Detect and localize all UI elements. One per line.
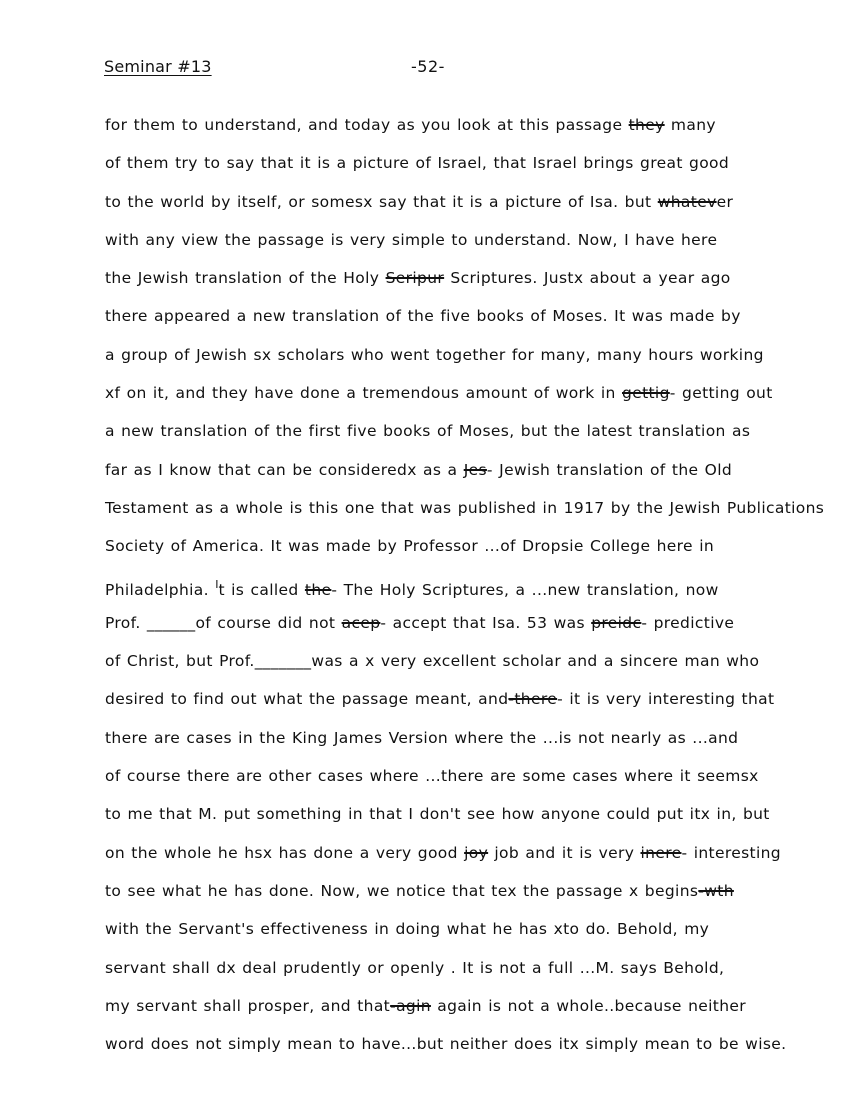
struck-text: -wth (698, 881, 734, 900)
text-line (105, 765, 845, 803)
text-line (105, 918, 845, 956)
superscript-text: I (215, 577, 219, 591)
text-line (105, 688, 845, 726)
line-text: the Jewish translation of the Holy (105, 269, 386, 288)
page-number: -52- (411, 57, 445, 76)
line-text: to see what he has done. Now, we notice that tex the passage x begins (105, 881, 699, 900)
text-line (105, 497, 845, 535)
text-line (105, 842, 845, 880)
line-text: of them try to say that it is a picture of Israel, that Israel brings great good (105, 154, 730, 173)
line-text: there are cases in the King James Version where the ...is not nearly as ...and (105, 728, 739, 747)
line-text: - it is very interesting that (557, 690, 775, 709)
text-line (105, 152, 845, 190)
struck-text: -agin (390, 996, 431, 1015)
line-text: Scriptures. Justx about a year ago (444, 269, 731, 288)
line-text: job and it is very (488, 843, 641, 862)
transcript-body (105, 114, 845, 1071)
line-text: Society of America. It was made by Professor ...of Dropsie College here in (105, 537, 715, 556)
line-text: xf on it, and they have done a tremendous amount of work in (105, 384, 622, 403)
text-line (105, 535, 845, 573)
line-text: with any view the passage is very simple to understand. Now, I have here (105, 230, 718, 249)
line-text: desired to find out what the passage meant, and (105, 690, 509, 709)
text-line (105, 459, 845, 497)
line-text: - predictive (641, 613, 735, 632)
line-text: to me that M. put something in that I don't see how anyone could put itx in, but (105, 805, 770, 824)
line-text: there appeared a new translation of the five books of Moses. It was made by (105, 307, 741, 326)
text-line (105, 1033, 845, 1071)
line-text: t is called (218, 580, 305, 599)
line-text: word does not simply mean to have...but neither does itx simply mean to be wise. (105, 1035, 787, 1054)
line-text: - interesting (681, 843, 781, 862)
line-text: - accept that Isa. 53 was (380, 613, 592, 632)
line-text: - getting out (669, 384, 773, 403)
text-line (105, 995, 845, 1033)
line-text: servant shall dx deal prudently or openly . It is not a full ...M. says Behold, (105, 958, 725, 977)
text-line (105, 382, 845, 420)
text-line (105, 191, 845, 229)
struck-text: acep (341, 613, 381, 632)
line-text: - The Holy Scriptures, a ...new translation, now (331, 580, 719, 599)
text-line (105, 612, 845, 650)
line-text: many (664, 116, 716, 134)
struck-text: they (628, 116, 665, 134)
line-text: Testament as a whole is this one that was published in 1917 by the Jewish Publications (105, 498, 825, 517)
text-line (105, 727, 845, 765)
struck-text: -there (508, 690, 558, 709)
line-text: for them to understand, and today as you look at this passage (105, 116, 629, 134)
seminar-title: Seminar #13 (104, 57, 212, 76)
text-line (105, 267, 845, 305)
line-text: er (716, 192, 734, 211)
line-text: far as I know that can be consideredx as a (105, 460, 464, 479)
line-text: Prof. ______of course did not (105, 613, 342, 632)
line-text: with the Servant's effectiveness in doing what he has xto do. Behold, my (105, 920, 710, 939)
line-text: of Christ, but Prof._______was a x very excellent scholar and a sincere man who (105, 652, 760, 671)
line-text: my servant shall prosper, and that (105, 996, 391, 1015)
text-line (105, 114, 845, 152)
struck-text: inere (640, 843, 682, 862)
text-line (105, 650, 845, 688)
struck-text: whatev (657, 192, 717, 211)
text-line (105, 957, 845, 995)
text-line (105, 420, 845, 458)
line-text: on the whole he hsx has done a very good (105, 843, 465, 862)
text-line (105, 880, 845, 918)
text-line (105, 344, 845, 382)
text-line (105, 229, 845, 267)
line-text: to the world by itself, or somesx say that it is a picture of Isa. but (105, 192, 658, 211)
struck-text: the (304, 580, 332, 599)
struck-text: joy (464, 843, 489, 862)
text-line (105, 574, 845, 612)
line-text: Philadelphia. (105, 580, 216, 599)
line-text: again is not a whole..because neither (430, 996, 747, 1015)
struck-text: gettig (622, 384, 670, 403)
line-text: a new translation of the first five books of Moses, but the latest translation as (105, 422, 751, 441)
struck-text: preidc (591, 613, 642, 632)
struck-text: Jes (463, 460, 487, 479)
text-line (105, 803, 845, 841)
line-text: of course there are other cases where ...there are some cases where it seemsx (105, 767, 759, 786)
line-text: - Jewish translation of the Old (486, 460, 733, 479)
struck-text: Seripur (385, 269, 445, 288)
text-line (105, 305, 845, 343)
line-text: a group of Jewish sx scholars who went together for many, many hours working (105, 345, 764, 364)
